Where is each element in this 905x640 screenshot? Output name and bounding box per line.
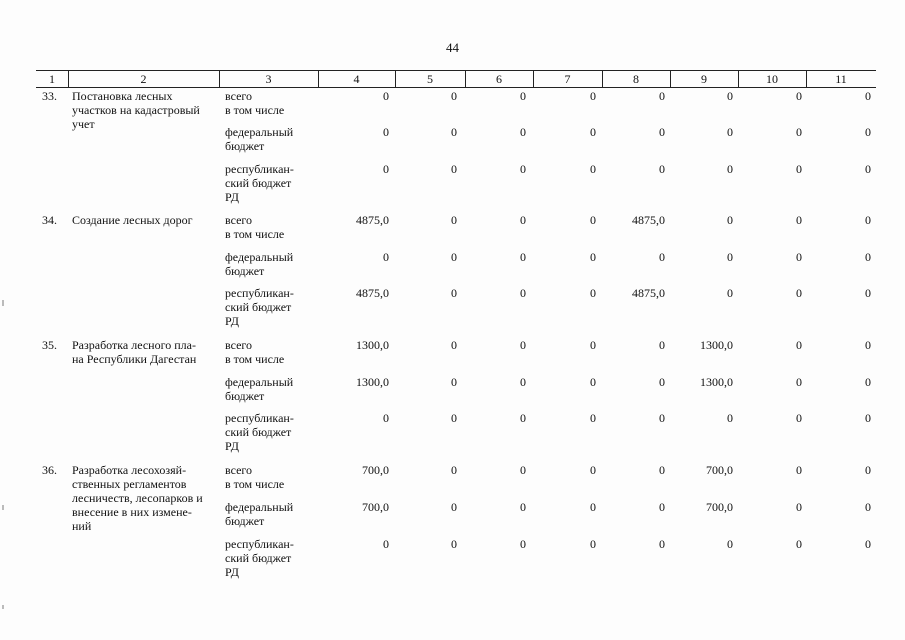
value-cell: 1300,0: [700, 338, 733, 352]
column-divider: [806, 71, 807, 87]
row-title-line: внесение в них измене-: [72, 505, 192, 519]
value-cell: 0: [659, 411, 665, 425]
value-cell: 0: [590, 463, 596, 477]
funding-source-label: федеральный: [225, 250, 294, 264]
value-cell: 0: [659, 500, 665, 514]
funding-source-label: бюджет: [225, 514, 265, 528]
column-header-5: 5: [427, 72, 433, 86]
value-cell: 0: [727, 125, 733, 139]
funding-source-label: всего: [225, 89, 253, 103]
value-cell: 0: [451, 89, 457, 103]
value-cell: 0: [727, 162, 733, 176]
value-cell: 0: [727, 250, 733, 264]
value-cell: 0: [451, 537, 457, 551]
value-cell: 700,0: [362, 463, 389, 477]
value-cell: 0: [383, 411, 389, 425]
value-cell: 4875,0: [356, 286, 389, 300]
value-cell: 0: [520, 286, 526, 300]
value-cell: 0: [796, 162, 802, 176]
column-header-9: 9: [701, 72, 707, 86]
value-cell: 0: [865, 338, 871, 352]
value-cell: 1300,0: [356, 375, 389, 389]
funding-source-label: ский бюджет: [225, 425, 292, 439]
value-cell: 700,0: [362, 500, 389, 514]
value-cell: 0: [865, 411, 871, 425]
column-divider: [68, 71, 69, 87]
value-cell: 0: [383, 162, 389, 176]
funding-source-label: в том числе: [225, 352, 285, 366]
value-cell: 0: [796, 125, 802, 139]
funding-source-label: республикан-: [225, 537, 294, 551]
value-cell: 700,0: [706, 463, 733, 477]
value-cell: 0: [590, 213, 596, 227]
column-divider: [670, 71, 671, 87]
value-cell: 0: [659, 89, 665, 103]
value-cell: 0: [796, 500, 802, 514]
value-cell: 0: [727, 537, 733, 551]
value-cell: 0: [865, 537, 871, 551]
value-cell: 0: [520, 89, 526, 103]
row-title-line: Разработка лесного пла-: [72, 338, 196, 352]
value-cell: 0: [865, 500, 871, 514]
value-cell: 0: [659, 375, 665, 389]
value-cell: 0: [590, 125, 596, 139]
value-cell: 0: [796, 375, 802, 389]
row-title-line: Постановка лесных: [72, 89, 173, 103]
value-cell: 0: [865, 213, 871, 227]
value-cell: 0: [383, 250, 389, 264]
column-divider: [318, 71, 319, 87]
funding-source-label: ский бюджет: [225, 300, 292, 314]
value-cell: 0: [520, 375, 526, 389]
value-cell: 0: [796, 537, 802, 551]
funding-source-label: всего: [225, 338, 253, 352]
funding-source-label: в том числе: [225, 103, 285, 117]
value-cell: 0: [520, 125, 526, 139]
value-cell: 0: [451, 463, 457, 477]
funding-source-label: бюджет: [225, 389, 265, 403]
value-cell: 0: [451, 213, 457, 227]
column-header-1: 1: [49, 72, 55, 86]
value-cell: 0: [865, 463, 871, 477]
funding-source-label: всего: [225, 213, 253, 227]
value-cell: 0: [865, 286, 871, 300]
column-divider: [533, 71, 534, 87]
value-cell: 0: [451, 338, 457, 352]
value-cell: 0: [659, 250, 665, 264]
row-number: 34.: [42, 213, 57, 227]
scan-speck: [2, 300, 4, 306]
value-cell: 0: [727, 411, 733, 425]
scan-speck: [2, 605, 4, 609]
column-header-8: 8: [633, 72, 639, 86]
value-cell: 0: [520, 463, 526, 477]
value-cell: 0: [659, 537, 665, 551]
column-divider: [219, 71, 220, 87]
value-cell: 0: [590, 500, 596, 514]
column-header-7: 7: [564, 72, 571, 86]
value-cell: 0: [520, 213, 526, 227]
row-title-line: на Республики Дагестан: [72, 352, 197, 366]
funding-source-label: федеральный: [225, 125, 294, 139]
funding-source-label: РД: [225, 314, 239, 328]
row-number: 36.: [42, 463, 57, 477]
value-cell: 0: [796, 250, 802, 264]
value-cell: 0: [451, 286, 457, 300]
value-cell: 0: [383, 89, 389, 103]
funding-source-label: в том числе: [225, 477, 285, 491]
funding-source-label: республикан-: [225, 411, 294, 425]
funding-source-label: бюджет: [225, 139, 265, 153]
funding-source-label: РД: [225, 190, 239, 204]
value-cell: 0: [727, 213, 733, 227]
value-cell: 0: [796, 286, 802, 300]
value-cell: 0: [451, 250, 457, 264]
value-cell: 1300,0: [356, 338, 389, 352]
value-cell: 0: [590, 89, 596, 103]
value-cell: 0: [659, 125, 665, 139]
row-title-line: участков на кадастровый: [72, 103, 200, 117]
value-cell: 0: [865, 125, 871, 139]
value-cell: 0: [451, 162, 457, 176]
value-cell: 0: [383, 125, 389, 139]
value-cell: 0: [865, 250, 871, 264]
value-cell: 0: [865, 162, 871, 176]
funding-source-label: федеральный: [225, 500, 294, 514]
column-header-6: 6: [496, 72, 502, 86]
row-title-line: Разработка лесохозяй-: [72, 463, 187, 477]
value-cell: 0: [659, 162, 665, 176]
value-cell: 1300,0: [700, 375, 733, 389]
value-cell: 0: [451, 125, 457, 139]
value-cell: 0: [659, 338, 665, 352]
value-cell: 0: [590, 338, 596, 352]
value-cell: 0: [590, 375, 596, 389]
value-cell: 0: [451, 375, 457, 389]
funding-source-label: РД: [225, 439, 239, 453]
value-cell: 0: [796, 338, 802, 352]
value-cell: 0: [520, 250, 526, 264]
value-cell: 700,0: [706, 500, 733, 514]
column-header-10: 10: [766, 72, 778, 86]
value-cell: 0: [520, 411, 526, 425]
funding-source-label: ский бюджет: [225, 176, 292, 190]
value-cell: 0: [520, 537, 526, 551]
value-cell: 4875,0: [632, 213, 665, 227]
value-cell: 0: [796, 89, 802, 103]
page-number: 44: [446, 40, 459, 55]
value-cell: 0: [727, 89, 733, 103]
column-divider: [465, 71, 466, 87]
scan-speck: [2, 505, 4, 510]
value-cell: 4875,0: [632, 286, 665, 300]
funding-source-label: республикан-: [225, 162, 294, 176]
row-title-line: лесничеств, лесопарков и: [72, 491, 203, 505]
value-cell: 0: [590, 286, 596, 300]
value-cell: 0: [796, 463, 802, 477]
value-cell: 4875,0: [356, 213, 389, 227]
column-header-4: 4: [353, 72, 360, 86]
column-divider: [602, 71, 603, 87]
value-cell: 0: [520, 500, 526, 514]
column-divider: [395, 71, 396, 87]
value-cell: 0: [590, 162, 596, 176]
value-cell: 0: [383, 537, 389, 551]
funding-source-label: федеральный: [225, 375, 294, 389]
value-cell: 0: [659, 463, 665, 477]
funding-source-label: республикан-: [225, 286, 294, 300]
value-cell: 0: [727, 286, 733, 300]
value-cell: 0: [451, 411, 457, 425]
column-divider: [738, 71, 739, 87]
funding-source-label: РД: [225, 565, 239, 579]
value-cell: 0: [865, 89, 871, 103]
value-cell: 0: [520, 338, 526, 352]
row-title-line: Создание лесных дорог: [72, 213, 193, 227]
funding-source-label: всего: [225, 463, 253, 477]
funding-source-label: ский бюджет: [225, 551, 292, 565]
row-title-line: ственных регламентов: [72, 477, 187, 491]
row-title-line: ний: [72, 519, 92, 533]
column-header-11: 11: [835, 72, 847, 86]
column-header-3: 3: [265, 72, 272, 86]
value-cell: 0: [590, 537, 596, 551]
funding-source-label: в том числе: [225, 227, 285, 241]
value-cell: 0: [590, 411, 596, 425]
funding-source-label: бюджет: [225, 264, 265, 278]
row-number: 35.: [42, 338, 57, 352]
table-header-row: [36, 70, 876, 88]
value-cell: 0: [590, 250, 596, 264]
value-cell: 0: [796, 213, 802, 227]
value-cell: 0: [451, 500, 457, 514]
value-cell: 0: [520, 162, 526, 176]
column-header-2: 2: [140, 72, 147, 86]
row-title-line: учет: [72, 117, 95, 131]
row-number: 33.: [42, 89, 57, 103]
value-cell: 0: [865, 375, 871, 389]
value-cell: 0: [796, 411, 802, 425]
